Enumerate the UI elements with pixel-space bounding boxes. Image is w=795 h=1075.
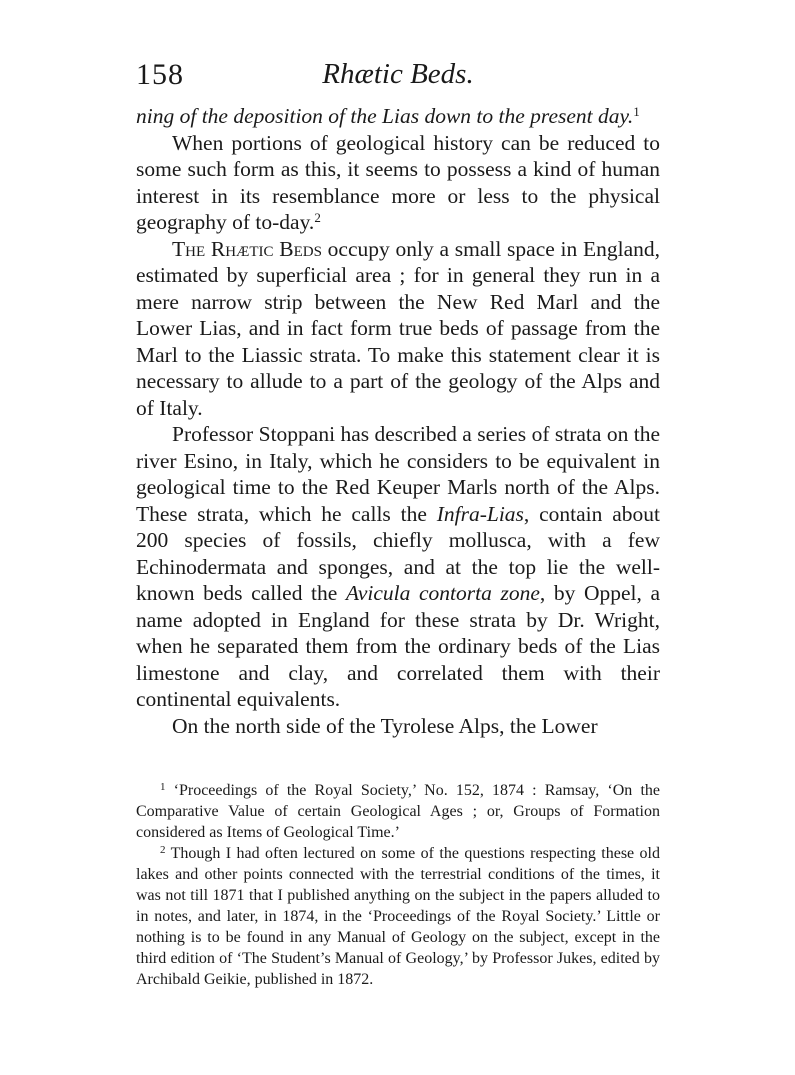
paragraph-text: , contain about 200 species of fossils, chiefly mollusca, with a few Echinodermata and sponges, and at the top lie the well-known beds called the <box>136 501 660 605</box>
paragraph-text: , by Oppel, a name adopted in England for these strata by Dr. Wright, when he separated them from the ordinary beds of the Lias limestone and clay, and correlated them with their continental equivalents. <box>136 581 661 711</box>
footnote-text: ‘Proceedings of the Royal Society,’ No. 152, 1874 : Ramsay, ‘On the Comparative Value of certain Geological Ages ; or, Groups of Formation considered as Items of Geological Time.’ <box>136 782 660 841</box>
body-text <box>136 103 660 739</box>
small-caps-heading: The Rhætic Beds <box>172 236 322 261</box>
paragraph-text: When portions of geological history can be reduced to some such form as this, it seems to possess a kind of human interest in its resemblance more or less to the physical geography of to-day. <box>136 130 660 234</box>
footnote-text: Though I had often lectured on some of the questions respecting these old lakes and other points connected with the terrestrial conditions of the times, it was not till 1871 that I published anything on the subject in the papers alluded to in notes, and later, in 1874, in the ‘Proceedings of the Royal Society.’ Little or nothing is to be found in any Manual of Geology on the subject, except in the third edition of ‘The Student’s Manual of Geology,’ by Professor Jukes, edited by Archibald Geikie, published in 1872. <box>136 845 660 988</box>
running-title: Rhætic Beds. <box>322 58 474 90</box>
footnote-1 <box>136 780 660 843</box>
footnote-ref-1: 1 <box>633 104 640 119</box>
footnote-ref-2: 2 <box>314 210 321 225</box>
paragraph-geological-history <box>136 130 660 236</box>
italic-term-infra-lias: Infra-Lias <box>436 501 524 526</box>
paragraph-text: Professor Stoppani has described a series of strata on the river Esino, in Italy, which he considers to be equivalent in geological time to the Red Keuper Marls north of the Alps. These strata, which he calls the <box>136 422 660 526</box>
paragraph-text: On the north side of the Tyrolese Alps, the Lower <box>172 713 598 738</box>
footnote-marker-1: 1 <box>160 781 166 793</box>
paragraph-continued <box>136 103 660 130</box>
page-header <box>136 58 660 98</box>
footnote-2 <box>136 843 660 990</box>
paragraph-rhaetic-beds <box>136 236 660 422</box>
page-number: 158 <box>136 58 184 91</box>
italic-term-avicula-contorta: Avicula contorta zone <box>345 581 540 605</box>
continued-italic-text: ning of the deposition of the Lias down to the present day. <box>136 104 634 128</box>
footnotes <box>136 780 660 990</box>
paragraph-stoppani <box>136 421 660 713</box>
footnote-marker-2: 2 <box>160 844 166 856</box>
paragraph-tyrolese-alps <box>136 713 660 740</box>
paragraph-text: occupy only a small space in England, estimated by superficial area ; for in general they run in a mere narrow strip between the New Red Marl and the Lower Lias, and in fact form true beds of passage from the Marl to the Liassic strata. To make this statement clear it is necessary to allude to a part of the geology of the Alps and of Italy. <box>136 236 660 420</box>
